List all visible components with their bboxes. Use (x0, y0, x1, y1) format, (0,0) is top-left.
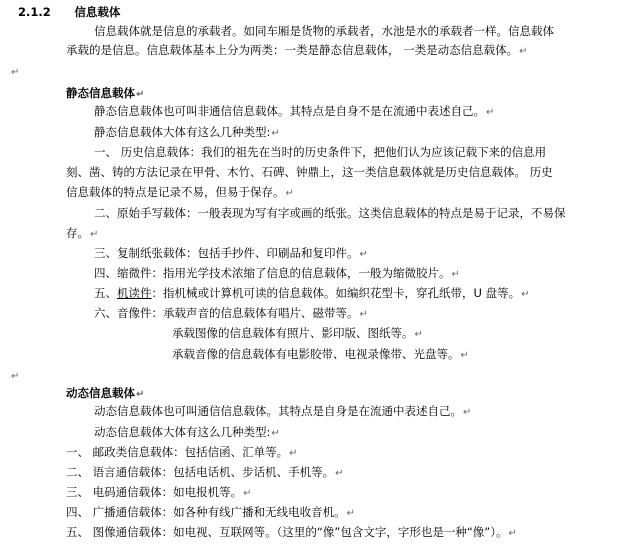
paragraph-mark-icon: ↵ (359, 309, 368, 320)
paragraph-mark-icon: ↵ (136, 89, 145, 100)
paragraph-mark-icon: ↵ (451, 269, 460, 280)
dynamic-line: 一、 邮政类信息载体：包括信函、汇单等。↵ (66, 445, 298, 459)
paragraph-mark-icon: ↵ (271, 128, 280, 139)
empty-paragraph-mark (10, 62, 19, 80)
paragraph-mark-icon: ↵ (271, 428, 280, 439)
paragraph-mark-icon: ↵ (289, 448, 298, 459)
paragraph-mark-icon: ↵ (346, 508, 356, 519)
paragraph-mark-icon: ↵ (521, 289, 530, 300)
paragraph-mark-icon: ↵ (11, 67, 20, 78)
paragraph-mark-icon: ↵ (463, 407, 472, 418)
intro-line-2: 承载的是信息。信息载体基本上分为两类：一类是静态信息载体， 一类是动态信息载体。↵ (66, 43, 528, 57)
dynamic-heading: 动态信息载体↵ (66, 386, 145, 400)
static-line: 一、 历史信息载体：我们的祖先在当时的历史条件下，把他们认为应该记载下来的信息用 (94, 145, 547, 159)
paragraph-mark-icon: ↵ (11, 371, 20, 382)
paragraph-mark-icon: ↵ (243, 488, 252, 499)
paragraph-mark-icon: ↵ (335, 468, 344, 479)
intro-line-1: 信息载体就是信息的承载者。如同车厢是货物的承载者，水池是水的承载者一样。信息载体 (94, 24, 554, 38)
section-header (18, 3, 120, 21)
section-number: 2.1.2 (18, 5, 51, 19)
dynamic-line: 动态信息载体大体有这么几种类型:↵ (94, 425, 280, 439)
static-line: 存。↵ (66, 226, 99, 240)
dynamic-line: 五、 图像通信载体：如电视、互联网等。（这里的“像”包含文字，字形也是一种“像”）。↵ (66, 525, 517, 539)
static-line: 信息载体的特点是记录不易，但易于保存。↵ (66, 185, 294, 199)
paragraph-mark-icon: ↵ (486, 107, 495, 118)
static-line: 承载音像的信息载体有电影胶带、电视录像带、光盘等。↵ (172, 347, 469, 361)
dynamic-line: 动态信息载体也可叫通信信息载体。其特点是自身是在流通中表述自己。↵ (94, 404, 472, 418)
static-line: 刻、凿、铸的方法记录在甲骨、木竹、石碑、钟鼎上，这一类信息载体就是历史信息载体。 历史 (66, 165, 553, 179)
static-line: 四、缩微件：指用光学技术浓缩了信息的信息载体，一般为缩微胶片。↵ (94, 266, 460, 280)
paragraph-mark-icon: ↵ (285, 188, 294, 199)
paragraph-mark-icon: ↵ (136, 389, 145, 400)
underlined-term: 机读件 (117, 286, 152, 300)
section-title: 信息载体 (74, 5, 121, 19)
empty-paragraph-mark (10, 366, 19, 384)
static-line: 二、原始手写载体：一般表现为写有字或画的纸张。这类信息载体的特点是易于记录，不易保 (94, 206, 566, 220)
static-heading: 静态信息载体↵ (66, 86, 145, 100)
static-line: 静态信息载体大体有这么几种类型:↵ (94, 125, 280, 139)
paragraph-mark-icon: ↵ (519, 46, 528, 57)
static-line: 承载图像的信息载体有照片、影印版、图纸等。↵ (172, 326, 423, 340)
static-line: 五、机读件：指机械或计算机可读的信息载体。如编织花型卡，穿孔纸带，U 盘等。↵ (94, 286, 530, 300)
paragraph-mark-icon: ↵ (90, 229, 99, 240)
dynamic-line: 四、 广播通信载体：如各种有线广播和无线电收音机。↵ (66, 505, 356, 519)
paragraph-mark-icon: ↵ (414, 329, 423, 340)
static-line: 六、音像件：承载声音的信息载体有唱片、磁带等。↵ (94, 306, 368, 320)
dynamic-line: 二、 语言通信载体：包括电话机、步话机、手机等。↵ (66, 465, 344, 479)
static-line: 静态信息载体也可叫非通信信息载体。其特点是自身不是在流通中表述自己。↵ (94, 104, 495, 118)
static-line: 三、复制纸张载体：包括手抄件、印刷品和复印件。↵ (94, 246, 368, 260)
dynamic-line: 三、 电码通信载体：如电报机等。↵ (66, 485, 252, 499)
paragraph-mark-icon: ↵ (359, 249, 368, 260)
paragraph-mark-icon: ↵ (460, 350, 469, 361)
paragraph-mark-icon: ↵ (508, 528, 517, 539)
